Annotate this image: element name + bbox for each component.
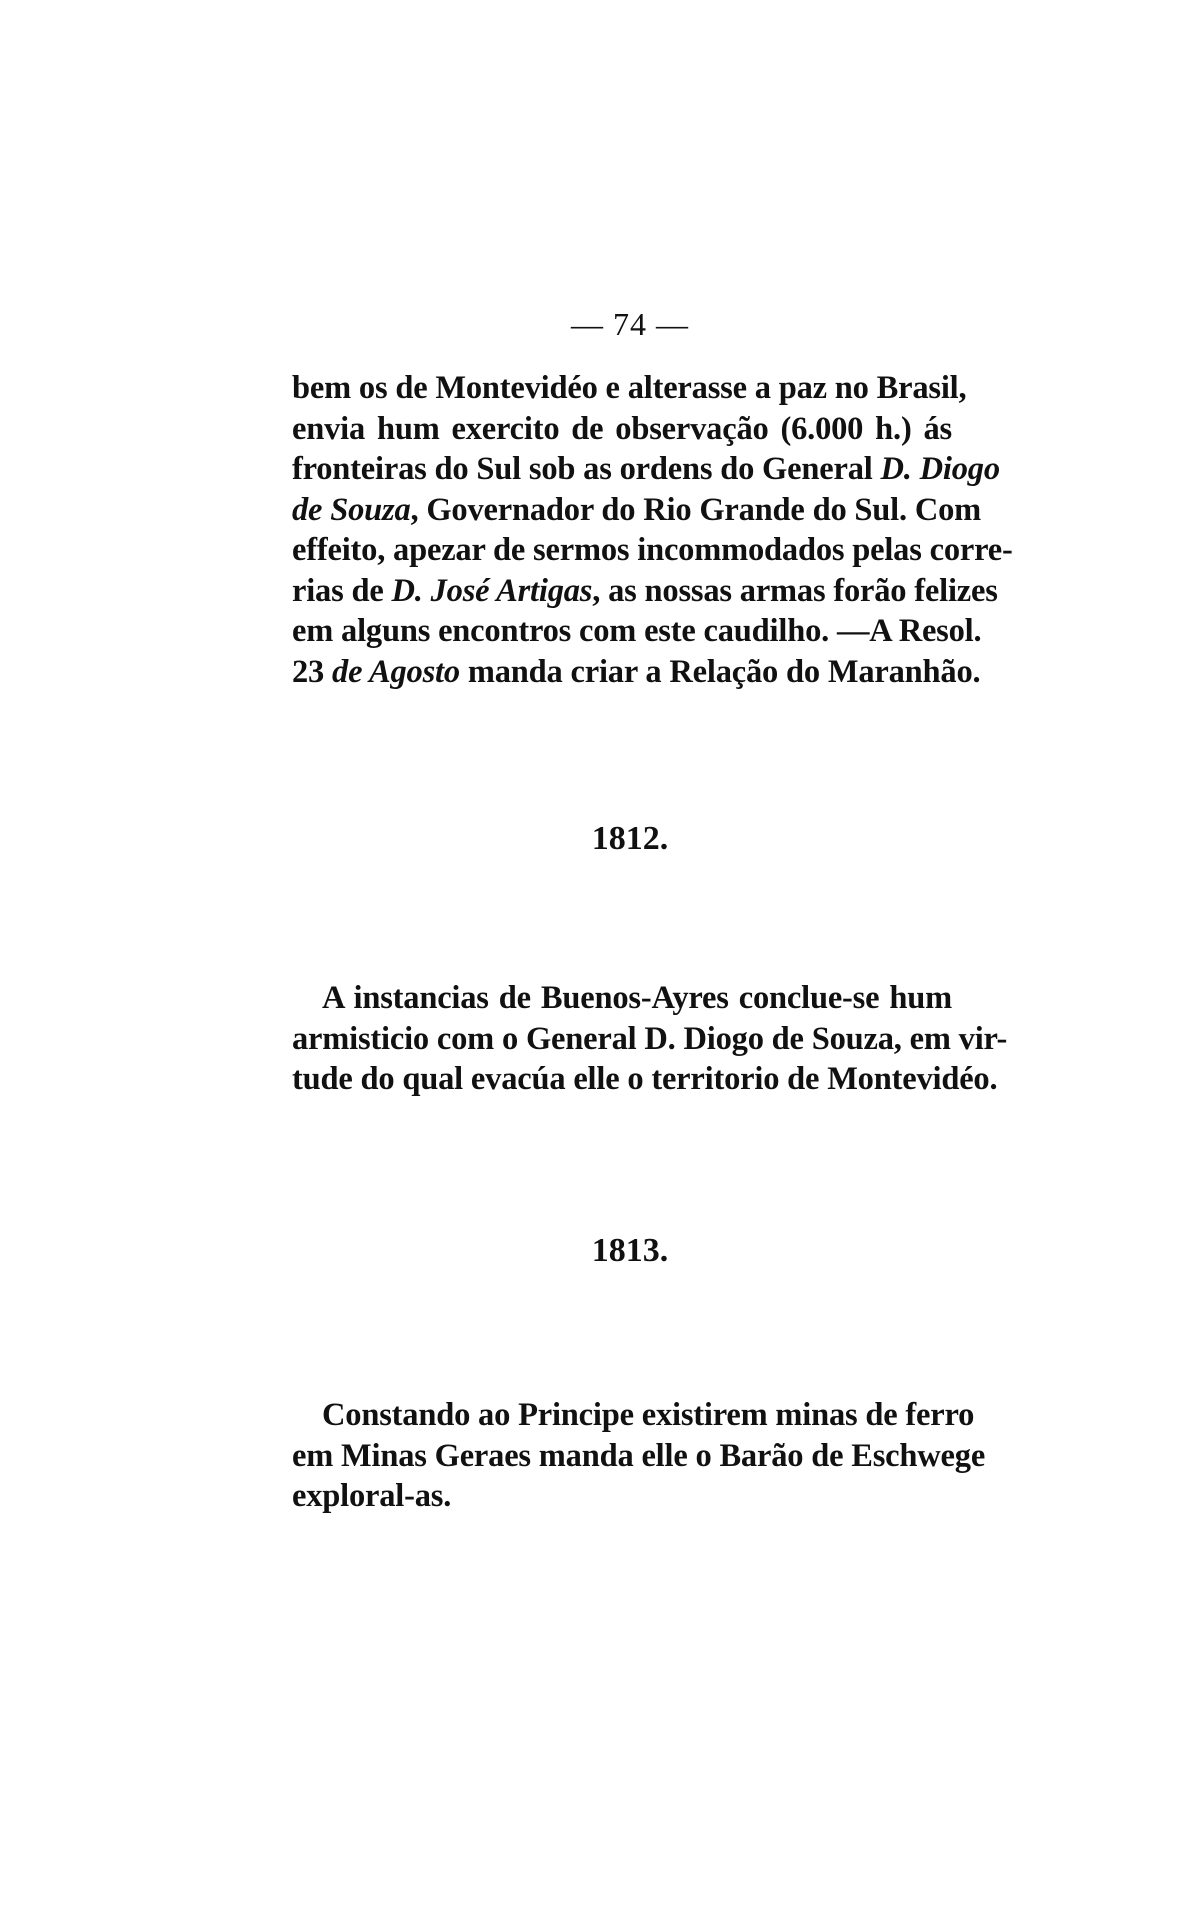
text-line: em alguns encontros com este caudilho. —A Resol.: [292, 613, 982, 649]
italic-name: de Souza: [292, 491, 411, 528]
italic-name: D. Diogo: [880, 451, 1000, 487]
year-heading-1813: 1813.: [591, 1232, 669, 1269]
text-line: effeito, apezar de sermos incommodados pelas corre-: [292, 532, 1013, 568]
text-fragment: fronteiras do Sul sob as ordens do General: [292, 451, 881, 487]
text-line: armisticio com o General D. Diogo de Souza, em vir-: [292, 1020, 1008, 1057]
paragraph-1813-events: [292, 1395, 986, 1517]
text-line: [292, 490, 982, 531]
text-fragment: manda criar a Relação do Maranhão.: [459, 653, 981, 690]
text-fragment: 23: [292, 653, 333, 690]
text-line: A instancias de Buenos-Ayres conclue-se hum: [322, 980, 952, 1016]
text-line: bem os de Montevidéo e alterasse a paz no Brasil,: [292, 370, 967, 406]
italic-date: de Agosto: [332, 653, 460, 690]
page-number: — 74 —: [571, 306, 689, 342]
year-heading-1812: 1812.: [591, 820, 669, 857]
text-fragment: rias de: [292, 572, 392, 609]
paragraph-1812-events: [292, 978, 1008, 1100]
text-line: em Minas Geraes manda elle o Barão de Eschwege: [292, 1437, 986, 1474]
text-fragment: , as nossas armas forão felizes: [592, 572, 998, 609]
text-line: [292, 652, 981, 693]
text-line: exploral-as.: [292, 1478, 452, 1514]
paragraph-1811-events: [292, 368, 1013, 692]
text-line: envia hum exercito de observação (6.000 h.) ás: [292, 410, 952, 447]
text-line: Constando ao Principe existirem minas de ferro: [322, 1397, 975, 1433]
text-line: tude do qual evacúa elle o territorio de Montevidéo.: [292, 1061, 998, 1097]
text-fragment: , Governador do Rio Grande do Sul. Com: [410, 491, 982, 528]
text-line: [292, 571, 998, 612]
text-line: [292, 449, 1000, 490]
italic-name: D. José Artigas: [391, 572, 593, 609]
